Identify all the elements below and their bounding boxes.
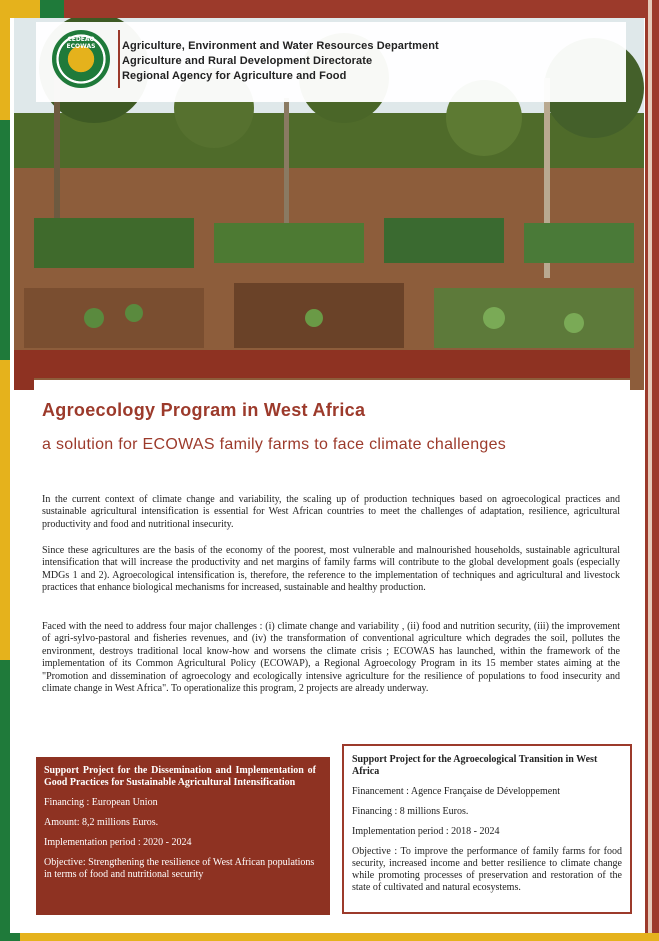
photo-brown-corner bbox=[14, 378, 34, 390]
top-color-band bbox=[0, 0, 659, 18]
header-agency: Regional Agency for Agriculture and Food bbox=[122, 70, 347, 82]
bottom-color-band bbox=[0, 933, 659, 941]
project-left-amount: Amount: 8,2 millions Euros. bbox=[44, 817, 159, 828]
photo-brown-strip bbox=[14, 350, 630, 378]
project-left-period: Implementation period : 2020 - 2024 bbox=[44, 837, 192, 848]
paragraph-intro: In the current context of climate change and variability, the scaling up of production techniques based on agroecological practices and sustainable agricultural intensification is essential for West African countries to meet the challenges of adaptation, resilience, agricultural productivity and food and nutritional insecurity. bbox=[42, 494, 620, 530]
page-subtitle: a solution for ECOWAS family farms to face climate challenges bbox=[42, 436, 507, 453]
header-department: Agriculture, Environment and Water Resources Department bbox=[122, 40, 439, 52]
logo-text: CEDEAO ECOWAS bbox=[66, 36, 96, 50]
page-title: Agroecology Program in West Africa bbox=[42, 400, 366, 420]
project-right-period: Implementation period : 2018 - 2024 bbox=[352, 826, 500, 837]
project-left-title: Support Project for the Dissemination and Implementation of Good Practices for Sustainable Agricultural Intensification bbox=[44, 765, 316, 788]
project-right-title: Support Project for the Agroecological Transition in West Africa bbox=[352, 754, 598, 777]
paragraph-context: Since these agricultures are the basis of the economy of the poorest, most vulnerable and malnourished households, sustainable agricultural intensification that will increase the productivity and net margins of family farms will contribute to the global development goals (especially MDGs 1 and 2). Agroecological intensification is, therefore, the reference to the implementation of techniques and agricultural and livestock practices that enhance biological mechanisms for increased, sustainable and healthy production. bbox=[42, 545, 620, 594]
project-right-financing: Financing : 8 millions Euros. bbox=[352, 806, 469, 817]
right-color-stripe bbox=[645, 0, 659, 941]
project-left-financing: Financing : European Union bbox=[44, 797, 158, 808]
project-right-content bbox=[352, 754, 622, 894]
header-directorate: Agriculture and Rural Development Directorate bbox=[122, 55, 373, 67]
project-left-content bbox=[44, 765, 316, 889]
ecowas-logo bbox=[52, 30, 110, 88]
left-color-stripe bbox=[0, 0, 10, 941]
project-right-objective: Objective : To improve the performance of family farms for food security, increased income and better resilience to climate change while promoting processes of preservation and restoration of the state of cultivated and natural ecosystems. bbox=[352, 846, 622, 893]
paragraph-challenges: Faced with the need to address four major challenges : (i) climate change and variability , (ii) food and nutrition security, (iii) the improvement of agri-sylvo-pastoral and fisheries revenues, and (iv) the transformation of conventional agriculture which degrades the soil, pollutes the environment, destroys traditional local know-how and worsens the climate crisis ; ECOWAS has launched, within the framework of the implementation of its Common Agricultural Policy (ECOWAP), a Regional Agroecology Program in its 15 member states aiming at the "Promotion and dissemination of agroecology and ecologically intensive agriculture for the resilience of populations to food insecurity and climate change in West Africa". To operationalize this program, 2 projects are already underway. bbox=[42, 621, 620, 695]
project-right-financement: Financement : Agence Française de Développement bbox=[352, 786, 560, 797]
project-left-objective: Objective: Strengthening the resilience of West African populations in terms of food and nutritional security bbox=[44, 857, 315, 880]
header-divider bbox=[118, 30, 120, 88]
